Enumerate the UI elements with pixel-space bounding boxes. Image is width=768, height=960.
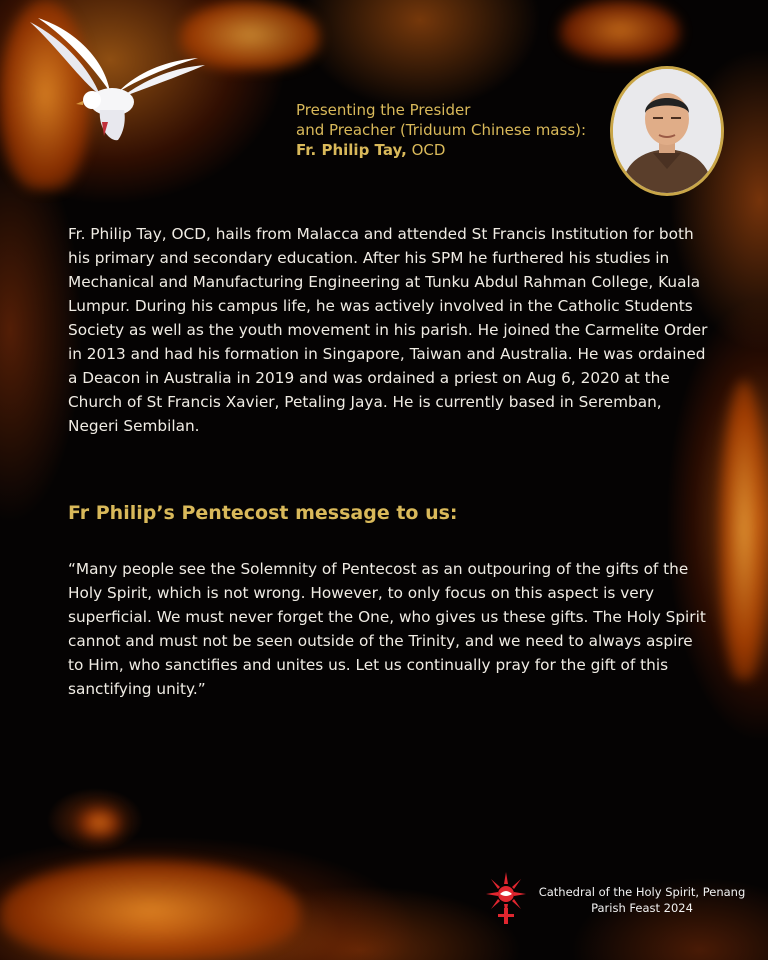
intro-line-1: Presenting the Presider [296,101,471,119]
flame-decoration [560,0,680,60]
presider-portrait [610,66,724,196]
presider-name: Fr. Philip Tay, [296,141,407,159]
footer-line-1: Cathedral of the Holy Spirit, Penang [538,885,746,899]
flame-decoration [0,860,300,960]
presider-order: OCD [411,141,446,159]
cathedral-logo-icon [483,868,529,924]
footer-caption [536,884,748,916]
pentecost-message: “Many people see the Solemnity of Pentecost as an outpouring of the gifts of the Holy Spirit, which is not wrong. However, to only focus on this aspect is very superficial. We must never forget the One, who gives us these gifts. The Holy Spirit cannot and must not be seen outside of the Trinity, and we need to always aspire to Him, who sanctifies and unites us. Let us continually pray for the gift of this sanctifying unity.” [68,560,706,698]
message-heading: Fr Philip’s Pentecost message to us: [68,502,458,524]
presider-biography: Fr. Philip Tay, OCD, hails from Malacca and attended St Francis Institution for both his primary and secondary education. After his SPM he furthered his studies in Mechanical and Manufacturing Engineering at Tunku Abdul Rahman College, Kuala Lumpur. During his campus life, he was actively involved in the Catholic Students Society as well as the youth movement in his parish. He joined the Carmelite Order in 2013 and had his formation in Singapore, Taiwan and Australia. He was ordained a Deacon in Australia in 2019 and was ordained a priest on Aug 6, 2020 at the Church of St Francis Xavier, Petaling Jaya. He is currently based in Seremban, Negeri Sembilan. [68,225,708,435]
intro-line-2: and Preacher (Triduum Chinese mass): [296,121,587,139]
presider-intro [296,100,616,160]
flame-decoration [720,380,768,680]
presider-name-line [296,140,616,160]
portrait-image [613,69,721,193]
flame-decoration [80,808,120,838]
dove-icon [20,10,210,145]
footer-line-2: Parish Feast 2024 [591,901,693,915]
